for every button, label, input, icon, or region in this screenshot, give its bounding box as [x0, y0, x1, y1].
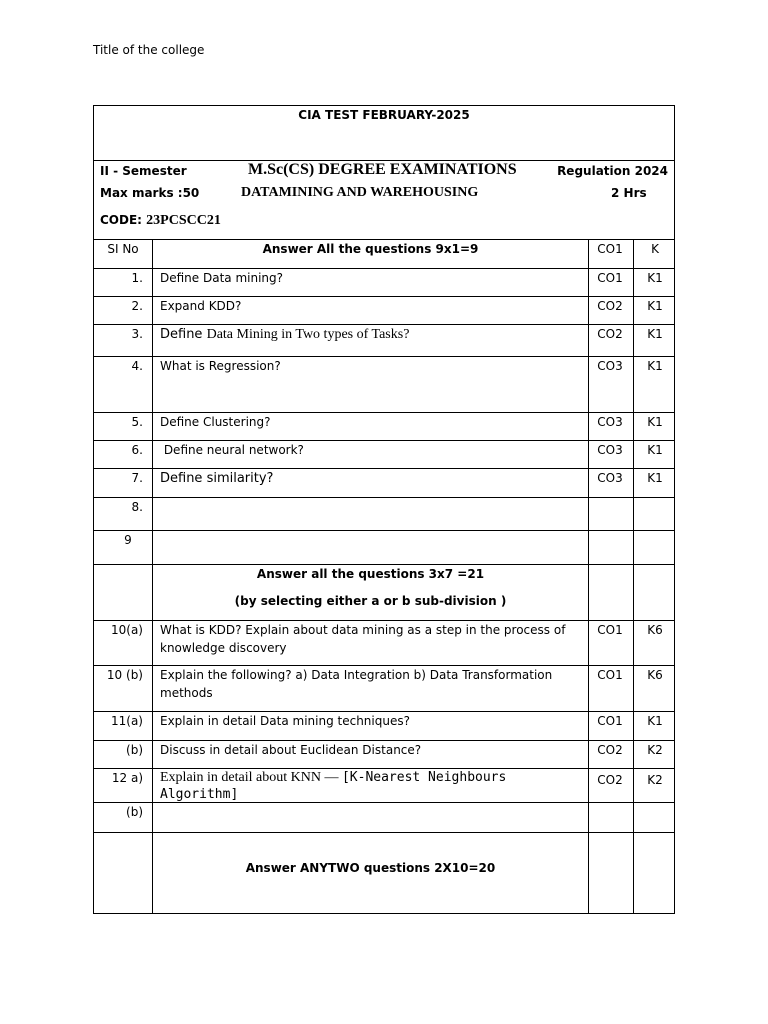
question-text: Define neural network? — [160, 443, 304, 457]
k-value: K6 — [647, 623, 663, 637]
question-text-part: [K-Nearest Neighbours Algorithm] — [160, 770, 507, 802]
code-value: 23PCSCC21 — [146, 213, 221, 228]
degree-title: M.Sc(CS) DEGREE EXAMINATIONS — [248, 161, 517, 178]
question-number: 10 (b) — [106, 668, 143, 682]
question-number: 7. — [131, 471, 143, 485]
rule — [94, 530, 674, 531]
rule — [94, 497, 674, 498]
co-value: CO3 — [597, 359, 623, 373]
question-text: Define Data mining? — [160, 271, 284, 285]
sl-no-header: SI No — [107, 242, 139, 256]
question-number: 1. — [131, 271, 143, 285]
k-value: K1 — [647, 299, 663, 313]
question-text: Explain in detail Data mining techniques? — [160, 714, 410, 728]
k-value: K1 — [647, 271, 663, 285]
co-header: CO1 — [597, 242, 623, 256]
rule — [94, 324, 674, 325]
question-text: Discuss in detail about Euclidean Distance? — [160, 743, 422, 757]
code-label: CODE: — [100, 213, 142, 227]
question-number: 3. — [131, 327, 143, 341]
co-value: CO2 — [597, 327, 623, 341]
co-value: CO3 — [597, 443, 623, 457]
question-text — [160, 326, 584, 344]
question-text: What is KDD? Explain about data mining as a step in the process of knowledge discovery — [160, 623, 566, 655]
question-number: (b) — [126, 805, 143, 819]
question-number: (b) — [126, 743, 143, 757]
question-text: What is Regression? — [160, 359, 281, 373]
question-text-part: Data Mining in Two types of Tasks? — [206, 327, 410, 342]
question-number: 8. — [131, 500, 143, 514]
regulation-label: Regulation 2024 — [557, 164, 668, 178]
question-number: 12 a) — [111, 771, 143, 785]
k-header: K — [651, 242, 659, 256]
co-value: CO2 — [597, 299, 623, 313]
question-number: 4. — [131, 359, 143, 373]
question-text-part: Define — [160, 327, 207, 342]
co-value: CO1 — [597, 714, 623, 728]
k-value: K1 — [647, 359, 663, 373]
k-value: K2 — [647, 743, 663, 757]
question-number: 6. — [131, 443, 143, 457]
co-value: CO2 — [597, 773, 623, 787]
question-text-part: Explain in detail about KNN — — [160, 770, 342, 785]
question-text: Define Clustering? — [160, 415, 271, 429]
question-text: Define similarity? — [160, 471, 274, 486]
co-value: CO1 — [597, 623, 623, 637]
semester-label: II - Semester — [100, 164, 187, 178]
subject-title: DATAMINING AND WAREHOUSING — [241, 185, 479, 200]
question-text — [160, 769, 584, 803]
co-value: CO1 — [597, 271, 623, 285]
max-marks-label: Max marks :50 — [100, 186, 200, 200]
question-number: 9 — [124, 533, 132, 547]
section-heading: Answer All the questions 9x1=9 — [262, 242, 479, 256]
section-subheading: (by selecting either a or b sub-division ) — [234, 594, 507, 608]
k-value: K1 — [647, 443, 663, 457]
college-title: Title of the college — [93, 43, 205, 57]
question-number: 11(a) — [111, 714, 143, 728]
k-value: K1 — [647, 471, 663, 485]
co-value: CO2 — [597, 743, 623, 757]
rule — [94, 468, 674, 469]
co-value: CO3 — [597, 415, 623, 429]
test-title: CIA TEST FEBRUARY-2025 — [298, 108, 470, 122]
rule — [94, 832, 674, 833]
question-paper-table — [93, 105, 675, 914]
section-heading: Answer all the questions 3x7 =21 — [256, 567, 485, 581]
k-value: K1 — [647, 714, 663, 728]
k-value: K6 — [647, 668, 663, 682]
k-value: K1 — [647, 327, 663, 341]
co-value: CO3 — [597, 471, 623, 485]
k-value: K2 — [647, 773, 663, 787]
section-heading: Answer ANYTWO questions 2X10=20 — [245, 861, 496, 875]
question-text: Expand KDD? — [160, 299, 242, 313]
co-value: CO1 — [597, 668, 623, 682]
question-number: 5. — [131, 415, 143, 429]
duration-label: 2 Hrs — [611, 186, 647, 200]
k-value: K1 — [647, 415, 663, 429]
question-number: 2. — [131, 299, 143, 313]
question-number: 10(a) — [111, 623, 143, 637]
question-text: Explain the following? a) Data Integration b) Data Transformation methods — [160, 668, 553, 700]
course-code — [100, 213, 221, 229]
